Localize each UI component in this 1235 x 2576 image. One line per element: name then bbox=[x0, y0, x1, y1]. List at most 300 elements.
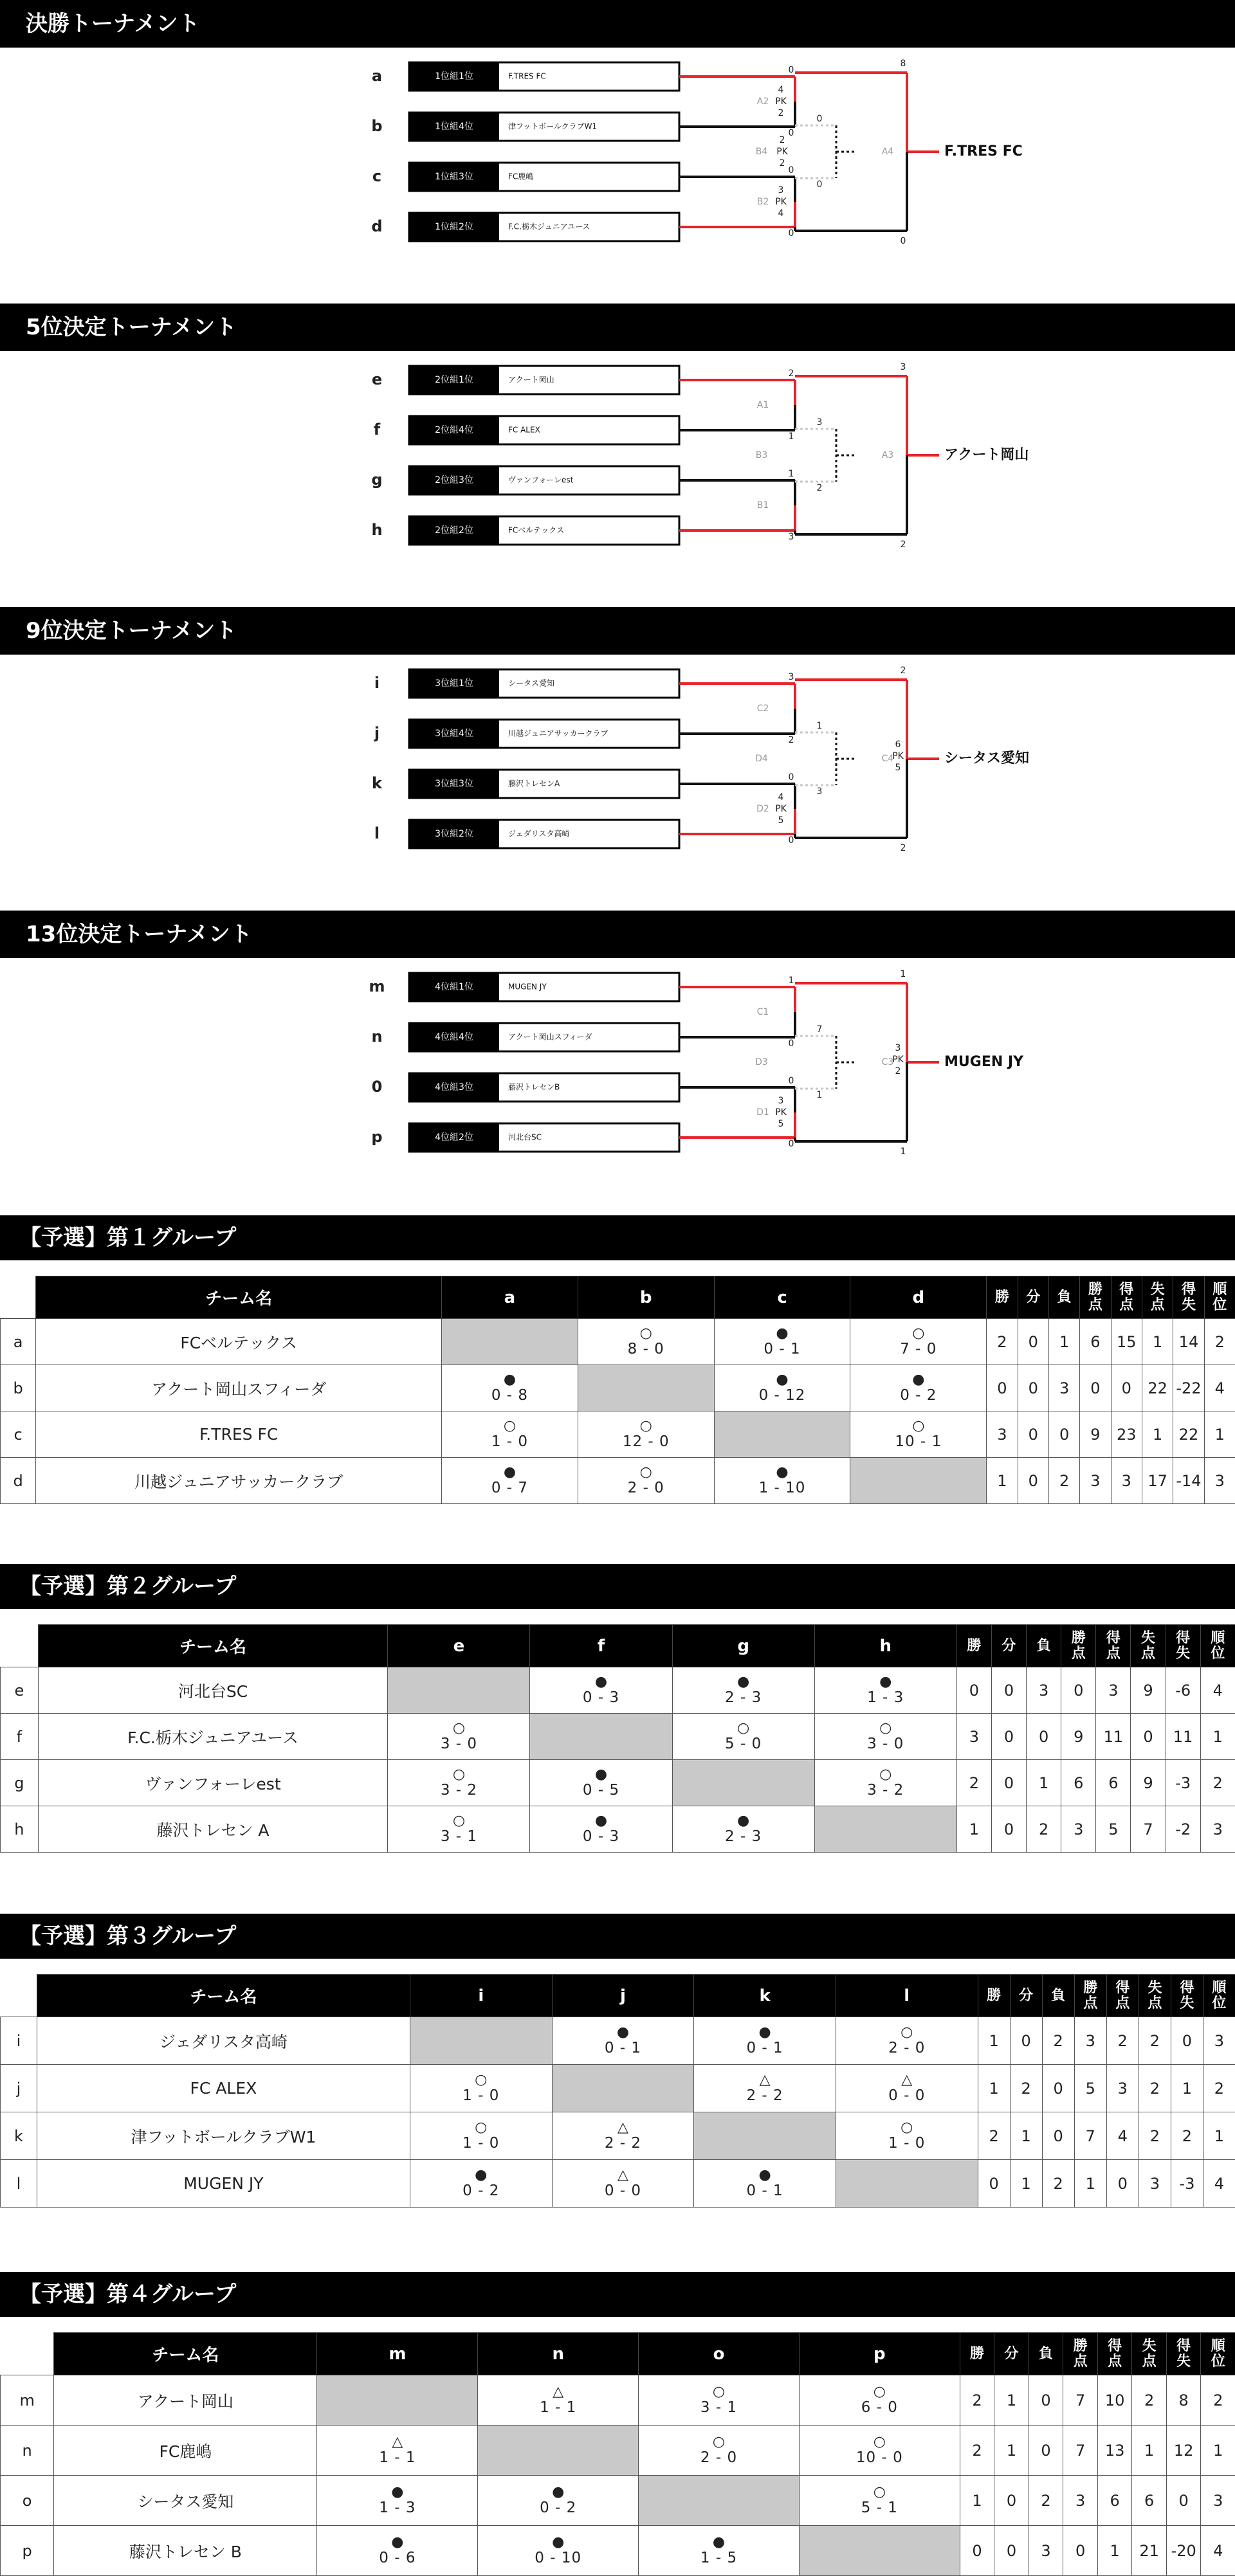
match-score-bottom: 0 bbox=[789, 1139, 794, 1149]
header-stat-label: 得点 bbox=[1107, 2339, 1122, 2370]
result-symbol: ○ bbox=[874, 2385, 886, 2400]
header-stat-label: 分 bbox=[1001, 1638, 1016, 1654]
stat-value: 7 bbox=[1131, 1806, 1166, 1853]
header-stat-label: 失点 bbox=[1147, 1981, 1162, 2011]
self-match-cell bbox=[530, 1714, 672, 1760]
header-stat-label: 得失 bbox=[1176, 2339, 1191, 2370]
match-result-cell bbox=[317, 2426, 478, 2476]
stat-value: 6 bbox=[1096, 1760, 1131, 1806]
final-code: C4 bbox=[882, 754, 894, 764]
stat-value: 3 bbox=[1111, 1458, 1142, 1504]
self-match-cell bbox=[410, 2017, 552, 2065]
match-code: C1 bbox=[757, 1007, 769, 1017]
stat-value: 0 bbox=[1048, 1411, 1079, 1458]
match-result bbox=[317, 2435, 477, 2465]
match-code: B2 bbox=[757, 197, 769, 207]
stat-value: 0 bbox=[956, 1667, 991, 1714]
stat-value: 0 bbox=[1042, 2065, 1074, 2112]
header-stat-label: 順位 bbox=[1212, 1282, 1227, 1313]
result-symbol: ○ bbox=[453, 1814, 465, 1829]
bracket-row-letter: j bbox=[374, 724, 380, 742]
result-symbol: ● bbox=[475, 2168, 487, 2184]
group-standings-table bbox=[0, 2332, 1235, 2576]
match-result bbox=[815, 1675, 956, 1705]
pk-label: PK bbox=[775, 804, 787, 814]
match-result bbox=[715, 1327, 850, 1357]
header-stat-label: 失点 bbox=[1150, 1282, 1166, 1313]
loser-match-code: B4 bbox=[756, 147, 768, 157]
group-section-title: 【予選】第２グループ bbox=[0, 1564, 1235, 1609]
header-stat bbox=[994, 2333, 1029, 2375]
match-result-cell bbox=[410, 2065, 552, 2112]
stat-value: 3 bbox=[1029, 2526, 1063, 2576]
stat-value: 7 bbox=[1063, 2375, 1098, 2426]
pk-label: PK bbox=[776, 147, 788, 157]
result-score: 0 - 5 bbox=[583, 1783, 619, 1798]
bracket-diagram bbox=[0, 655, 1235, 886]
header-stat-label: 順位 bbox=[1211, 2339, 1226, 2370]
match-result bbox=[442, 1419, 578, 1449]
match-result-cell bbox=[672, 1667, 814, 1714]
self-match-cell bbox=[694, 2112, 836, 2160]
group-section-title: 【予選】第４グループ bbox=[0, 2272, 1235, 2317]
seed-label: 1位組4位 bbox=[435, 122, 473, 132]
stat-value: 4 bbox=[1204, 1365, 1235, 1411]
pk-score-bottom: 5 bbox=[778, 1119, 784, 1129]
match-result-cell bbox=[850, 1319, 987, 1365]
match-result-cell bbox=[530, 1667, 672, 1714]
result-score: 0 - 1 bbox=[605, 2041, 641, 2056]
header-stat bbox=[1131, 1625, 1166, 1667]
header-stat-label: 勝 bbox=[986, 1988, 1002, 2004]
match-result-cell bbox=[552, 2017, 694, 2065]
match-result bbox=[553, 2026, 694, 2056]
stat-value: 0 bbox=[987, 1365, 1018, 1411]
header-stat bbox=[1173, 1276, 1204, 1319]
table-row bbox=[1, 2160, 1235, 2208]
result-symbol: ● bbox=[912, 1373, 924, 1388]
pk-score-top: 6 bbox=[895, 739, 901, 750]
header-stat bbox=[1096, 1625, 1131, 1667]
match-score-top: 2 bbox=[789, 368, 794, 379]
stat-value: 2 bbox=[1042, 2160, 1074, 2208]
row-letter: j bbox=[1, 2065, 37, 2112]
stat-value: 4 bbox=[1200, 1667, 1235, 1714]
stat-value: 2 bbox=[1171, 2112, 1203, 2160]
result-symbol: ○ bbox=[640, 1419, 652, 1435]
match-score-bottom: 0 bbox=[789, 128, 794, 138]
result-score: 1 - 10 bbox=[759, 1481, 806, 1496]
match-result bbox=[836, 2121, 978, 2151]
team-name: MUGEN JY bbox=[37, 2160, 410, 2208]
result-score: 0 - 0 bbox=[888, 2089, 925, 2103]
result-symbol: ● bbox=[595, 1814, 607, 1829]
match-result-cell bbox=[694, 2160, 836, 2208]
pk-score-bottom: 2 bbox=[780, 158, 785, 168]
header-stat-label: 負 bbox=[1038, 2346, 1054, 2362]
stat-value: 9 bbox=[1080, 1411, 1111, 1458]
result-symbol: ● bbox=[776, 1465, 788, 1481]
team-name: 藤沢トレセンB bbox=[508, 1082, 560, 1092]
result-symbol: ○ bbox=[737, 1721, 749, 1737]
match-result bbox=[553, 2121, 694, 2151]
bracket-section-title: 決勝トーナメント bbox=[0, 0, 1235, 48]
stat-value: 2 bbox=[978, 2112, 1010, 2160]
loser-match-score-bottom: 0 bbox=[817, 179, 823, 190]
bracket-row-letter: c bbox=[372, 167, 381, 185]
match-result bbox=[850, 1373, 986, 1403]
self-match-cell bbox=[639, 2476, 800, 2526]
stat-value: -14 bbox=[1173, 1458, 1204, 1504]
result-symbol: ○ bbox=[453, 1768, 465, 1783]
table-row bbox=[1, 2426, 1235, 2476]
result-symbol: ● bbox=[713, 2535, 725, 2551]
result-symbol: ● bbox=[504, 1373, 516, 1388]
header-stat bbox=[1027, 1625, 1061, 1667]
stat-value: 1 bbox=[1048, 1319, 1079, 1365]
header-stat-label: 得失 bbox=[1179, 1981, 1194, 2011]
stat-value: 1 bbox=[1171, 2065, 1203, 2112]
stat-value: 3 bbox=[1201, 2476, 1235, 2526]
stat-value: 11 bbox=[1096, 1714, 1131, 1760]
stat-value: 22 bbox=[1142, 1365, 1173, 1411]
match-result bbox=[553, 2168, 694, 2199]
stat-value: 6 bbox=[1061, 1760, 1096, 1806]
match-result bbox=[478, 2535, 638, 2566]
stat-value: 3 bbox=[1204, 1458, 1235, 1504]
stat-value: 0 bbox=[991, 1714, 1026, 1760]
stat-value: 1 bbox=[1097, 2526, 1132, 2576]
stat-value: 2 bbox=[960, 2375, 994, 2426]
stat-value: 3 bbox=[1061, 1806, 1096, 1853]
team-name: 川越ジュニアサッカークラブ bbox=[508, 729, 608, 738]
header-stat bbox=[1139, 1975, 1171, 2017]
stat-value: 9 bbox=[1131, 1667, 1166, 1714]
header-stat-label: 得失 bbox=[1181, 1282, 1196, 1313]
match-result bbox=[442, 1373, 578, 1403]
header-stat-label: 失点 bbox=[1142, 2339, 1157, 2370]
table-row bbox=[1, 1760, 1235, 1806]
seed-label: 2位組1位 bbox=[435, 375, 473, 385]
stat-value: 2 bbox=[1139, 2017, 1171, 2065]
match-result-cell bbox=[552, 2112, 694, 2160]
match-score-top: 0 bbox=[789, 1076, 794, 1086]
stat-value: 2 bbox=[956, 1760, 991, 1806]
seed-label: 3位組2位 bbox=[435, 829, 473, 839]
header-stat bbox=[1201, 2333, 1235, 2375]
match-result bbox=[694, 2073, 836, 2103]
match-score-top: 3 bbox=[789, 672, 794, 682]
match-result-cell bbox=[388, 1806, 530, 1853]
pk-score-bottom: 2 bbox=[895, 1066, 901, 1076]
final-code: A4 bbox=[882, 147, 894, 157]
match-result-cell bbox=[317, 2476, 478, 2526]
row-letter: l bbox=[1, 2160, 37, 2208]
group-standings-table bbox=[0, 1974, 1235, 2208]
result-score: 10 - 1 bbox=[895, 1435, 942, 1449]
stat-value: 2 bbox=[960, 2426, 994, 2476]
team-name: 藤沢トレセン A bbox=[38, 1806, 388, 1853]
loser-match-code: B3 bbox=[756, 450, 768, 460]
match-score-bottom: 0 bbox=[789, 1039, 794, 1049]
result-score: 2 - 2 bbox=[746, 2089, 783, 2103]
result-score: 7 - 0 bbox=[900, 1342, 937, 1357]
bracket-diagram bbox=[0, 351, 1235, 583]
header-stat-label: 勝 bbox=[969, 2346, 985, 2362]
loser-match-score-bottom: 2 bbox=[817, 483, 823, 493]
team-name: アクート岡山スフィーダ bbox=[36, 1365, 442, 1411]
header-opponent: h bbox=[814, 1625, 956, 1667]
row-letter: p bbox=[1, 2526, 54, 2576]
stat-value: 10 bbox=[1097, 2375, 1132, 2426]
header-opponent: i bbox=[410, 1975, 552, 2017]
stat-value: 1 bbox=[1132, 2426, 1167, 2476]
bracket-row-letter: i bbox=[374, 674, 380, 692]
match-result-cell bbox=[478, 2476, 639, 2526]
pk-score-top: 3 bbox=[778, 1096, 784, 1106]
result-symbol: ● bbox=[595, 1768, 607, 1783]
stat-value: 3 bbox=[1063, 2476, 1098, 2526]
match-result-cell bbox=[694, 2017, 836, 2065]
match-score-top: 0 bbox=[789, 65, 794, 75]
bracket-row-letter: h bbox=[371, 521, 382, 539]
header-stat bbox=[1018, 1276, 1048, 1319]
header-stat bbox=[978, 1975, 1010, 2017]
match-result bbox=[673, 1675, 814, 1705]
final-code: A3 bbox=[882, 450, 893, 460]
stat-value: 0 bbox=[1010, 2017, 1042, 2065]
champion-name: F.TRES FC bbox=[944, 143, 1023, 159]
stat-value: 22 bbox=[1173, 1411, 1204, 1458]
header-opponent: n bbox=[478, 2333, 639, 2375]
match-result bbox=[442, 1465, 578, 1496]
match-result-cell bbox=[836, 2112, 978, 2160]
result-symbol: ○ bbox=[640, 1465, 652, 1481]
table-row bbox=[1, 2017, 1235, 2065]
self-match-cell bbox=[836, 2160, 978, 2208]
match-result bbox=[836, 2073, 978, 2103]
match-result bbox=[850, 1327, 986, 1357]
stat-value: 1 bbox=[978, 2065, 1010, 2112]
match-code: A2 bbox=[757, 96, 769, 107]
result-symbol: ○ bbox=[713, 2435, 725, 2451]
bracket-row-letter: m bbox=[369, 977, 385, 995]
pk-score-top: 2 bbox=[780, 135, 785, 145]
champion-name: MUGEN JY bbox=[944, 1054, 1024, 1070]
self-match-cell bbox=[552, 2065, 694, 2112]
stat-value: 2 bbox=[1029, 2476, 1063, 2526]
header-stat bbox=[1171, 1975, 1203, 2017]
stat-value: 3 bbox=[1096, 1667, 1131, 1714]
seed-label: 4位組1位 bbox=[435, 982, 473, 992]
row-letter: d bbox=[1, 1458, 36, 1504]
match-result-cell bbox=[388, 1714, 530, 1760]
match-result bbox=[530, 1768, 672, 1798]
stat-value: 0 bbox=[991, 1806, 1026, 1853]
match-result-cell bbox=[478, 2526, 639, 2576]
stat-value: 2 bbox=[1201, 2375, 1235, 2426]
table-row bbox=[1, 1365, 1235, 1411]
table-header-row bbox=[1, 1975, 1235, 2017]
table-row bbox=[1, 2112, 1235, 2160]
result-symbol: ● bbox=[391, 2485, 403, 2501]
match-result bbox=[530, 1675, 672, 1705]
match-result bbox=[694, 2026, 836, 2056]
result-score: 0 - 10 bbox=[535, 2551, 581, 2566]
header-stat-label: 失点 bbox=[1140, 1631, 1156, 1662]
pk-score-top: 4 bbox=[778, 85, 784, 95]
result-score: 0 - 3 bbox=[583, 1829, 619, 1844]
result-symbol: △ bbox=[760, 2073, 771, 2089]
team-name: F.TRES FC bbox=[508, 72, 546, 81]
header-stat bbox=[987, 1276, 1018, 1319]
match-result bbox=[410, 2121, 552, 2151]
stat-value: 1 bbox=[1027, 1760, 1061, 1806]
team-name: 藤沢トレセンA bbox=[508, 779, 560, 788]
header-stat bbox=[1166, 1625, 1200, 1667]
seed-label: 2位組3位 bbox=[435, 475, 473, 485]
stat-value: 2 bbox=[1139, 2112, 1171, 2160]
loser-match-score-top: 1 bbox=[817, 721, 823, 731]
header-stat-label: 得点 bbox=[1119, 1282, 1134, 1313]
header-stat bbox=[1048, 1276, 1079, 1319]
match-result-cell bbox=[814, 1760, 956, 1806]
stat-value: 0 bbox=[1063, 2526, 1098, 2576]
loser-match-score-top: 7 bbox=[817, 1024, 823, 1035]
match-result-cell bbox=[814, 1667, 956, 1714]
result-score: 3 - 1 bbox=[700, 2400, 737, 2415]
match-score-top: 1 bbox=[789, 469, 794, 479]
stat-value: 3 bbox=[1106, 2065, 1139, 2112]
bracket-row-letter: e bbox=[372, 370, 382, 388]
header-blank bbox=[1, 1276, 36, 1319]
self-match-cell bbox=[442, 1319, 578, 1365]
seed-label: 1位組1位 bbox=[435, 71, 473, 82]
pk-score-bottom: 5 bbox=[778, 815, 784, 826]
stat-value: 1 bbox=[1142, 1319, 1173, 1365]
match-code: C2 bbox=[757, 703, 769, 714]
stat-value: 0 bbox=[1131, 1714, 1166, 1760]
match-result bbox=[530, 1814, 672, 1844]
final-score-top: 2 bbox=[901, 666, 906, 676]
loser-match-code: D3 bbox=[755, 1057, 768, 1067]
pk-label: PK bbox=[892, 751, 904, 761]
result-score: 0 - 1 bbox=[746, 2041, 783, 2056]
table-row bbox=[1, 1319, 1235, 1365]
bracket-row-letter: k bbox=[372, 774, 383, 792]
match-result bbox=[673, 1721, 814, 1752]
match-result-cell bbox=[639, 2526, 800, 2576]
final-score-bottom: 1 bbox=[901, 1147, 906, 1157]
stat-value: 0 bbox=[1061, 1667, 1096, 1714]
table-row bbox=[1, 2065, 1235, 2112]
stat-value: 0 bbox=[1029, 2426, 1063, 2476]
team-name: FCベルテックス bbox=[508, 526, 564, 535]
bracket-section-title: 13位決定トーナメント bbox=[0, 911, 1235, 958]
result-score: 0 - 8 bbox=[491, 1388, 528, 1403]
stat-value: 2 bbox=[1132, 2375, 1167, 2426]
header-opponent: f bbox=[530, 1625, 672, 1667]
self-match-cell bbox=[714, 1411, 850, 1458]
seed-label: 3位組3位 bbox=[435, 779, 473, 789]
seed-label: 3位組4位 bbox=[435, 729, 473, 739]
result-score: 0 - 1 bbox=[746, 2184, 783, 2199]
header-stat bbox=[1106, 1975, 1139, 2017]
team-name: 藤沢トレセン B bbox=[54, 2526, 317, 2576]
match-code: B1 bbox=[757, 500, 769, 511]
match-result bbox=[815, 1768, 956, 1798]
bracket-row-letter: g bbox=[371, 471, 382, 489]
table-header-row bbox=[1, 1625, 1235, 1667]
header-stat-label: 勝点 bbox=[1073, 2339, 1088, 2370]
result-score: 1 - 0 bbox=[462, 2136, 499, 2151]
stat-value: 2 bbox=[1203, 2065, 1235, 2112]
result-symbol: ● bbox=[617, 2026, 629, 2041]
stat-value: 23 bbox=[1111, 1411, 1142, 1458]
self-match-cell bbox=[478, 2426, 639, 2476]
stat-value: 0 bbox=[1166, 2476, 1201, 2526]
final-score-top: 8 bbox=[901, 59, 906, 69]
result-score: 0 - 12 bbox=[759, 1388, 806, 1403]
match-result bbox=[800, 2385, 960, 2415]
match-result-cell bbox=[317, 2526, 478, 2576]
table-row bbox=[1, 2526, 1235, 2576]
team-name: 津フットボールクラブW1 bbox=[508, 122, 597, 131]
final-score-bottom: 2 bbox=[901, 843, 906, 853]
result-symbol: ● bbox=[504, 1465, 516, 1481]
match-result bbox=[478, 2485, 638, 2516]
bracket bbox=[0, 958, 1235, 1190]
stat-value: 0 bbox=[991, 1667, 1026, 1714]
match-result bbox=[815, 1721, 956, 1752]
result-score: 2 - 3 bbox=[725, 1691, 762, 1705]
stat-value: 5 bbox=[1096, 1806, 1131, 1853]
result-symbol: ● bbox=[737, 1675, 749, 1691]
match-score-bottom: 2 bbox=[789, 735, 794, 745]
stat-value: 3 bbox=[1048, 1365, 1079, 1411]
result-score: 1 - 0 bbox=[491, 1435, 528, 1449]
stat-value: 12 bbox=[1166, 2426, 1201, 2476]
match-result bbox=[639, 2385, 799, 2415]
stat-value: 1 bbox=[994, 2375, 1029, 2426]
self-match-cell bbox=[799, 2526, 960, 2576]
match-result-cell bbox=[530, 1806, 672, 1853]
seed-label: 4位組4位 bbox=[435, 1032, 473, 1042]
group-section-title: 【予選】第１グループ bbox=[0, 1215, 1235, 1260]
header-stat bbox=[1042, 1975, 1074, 2017]
team-name: FCベルテックス bbox=[36, 1319, 442, 1365]
stat-value: 1 bbox=[1203, 2112, 1235, 2160]
match-code: A1 bbox=[757, 400, 769, 410]
stat-value: -2 bbox=[1166, 1806, 1200, 1853]
header-stat bbox=[1010, 1975, 1042, 2017]
team-name: FC ALEX bbox=[508, 426, 540, 435]
team-name: シータス愛知 bbox=[54, 2476, 317, 2526]
team-name: アクート岡山スフィーダ bbox=[508, 1033, 592, 1042]
header-stat bbox=[1029, 2333, 1063, 2375]
table-row bbox=[1, 1458, 1235, 1504]
stat-value: 6 bbox=[1097, 2476, 1132, 2526]
stat-value: 1 bbox=[1204, 1411, 1235, 1458]
final-score-bottom: 2 bbox=[901, 540, 906, 550]
team-name: ジェダリスタ高崎 bbox=[508, 829, 570, 839]
team-name: FC鹿嶋 bbox=[508, 172, 533, 181]
self-match-cell bbox=[388, 1667, 530, 1714]
header-stat bbox=[1166, 2333, 1201, 2375]
header-stat-label: 分 bbox=[1003, 2346, 1019, 2362]
stat-value: 0 bbox=[1111, 1365, 1142, 1411]
stat-value: 0 bbox=[994, 2526, 1029, 2576]
